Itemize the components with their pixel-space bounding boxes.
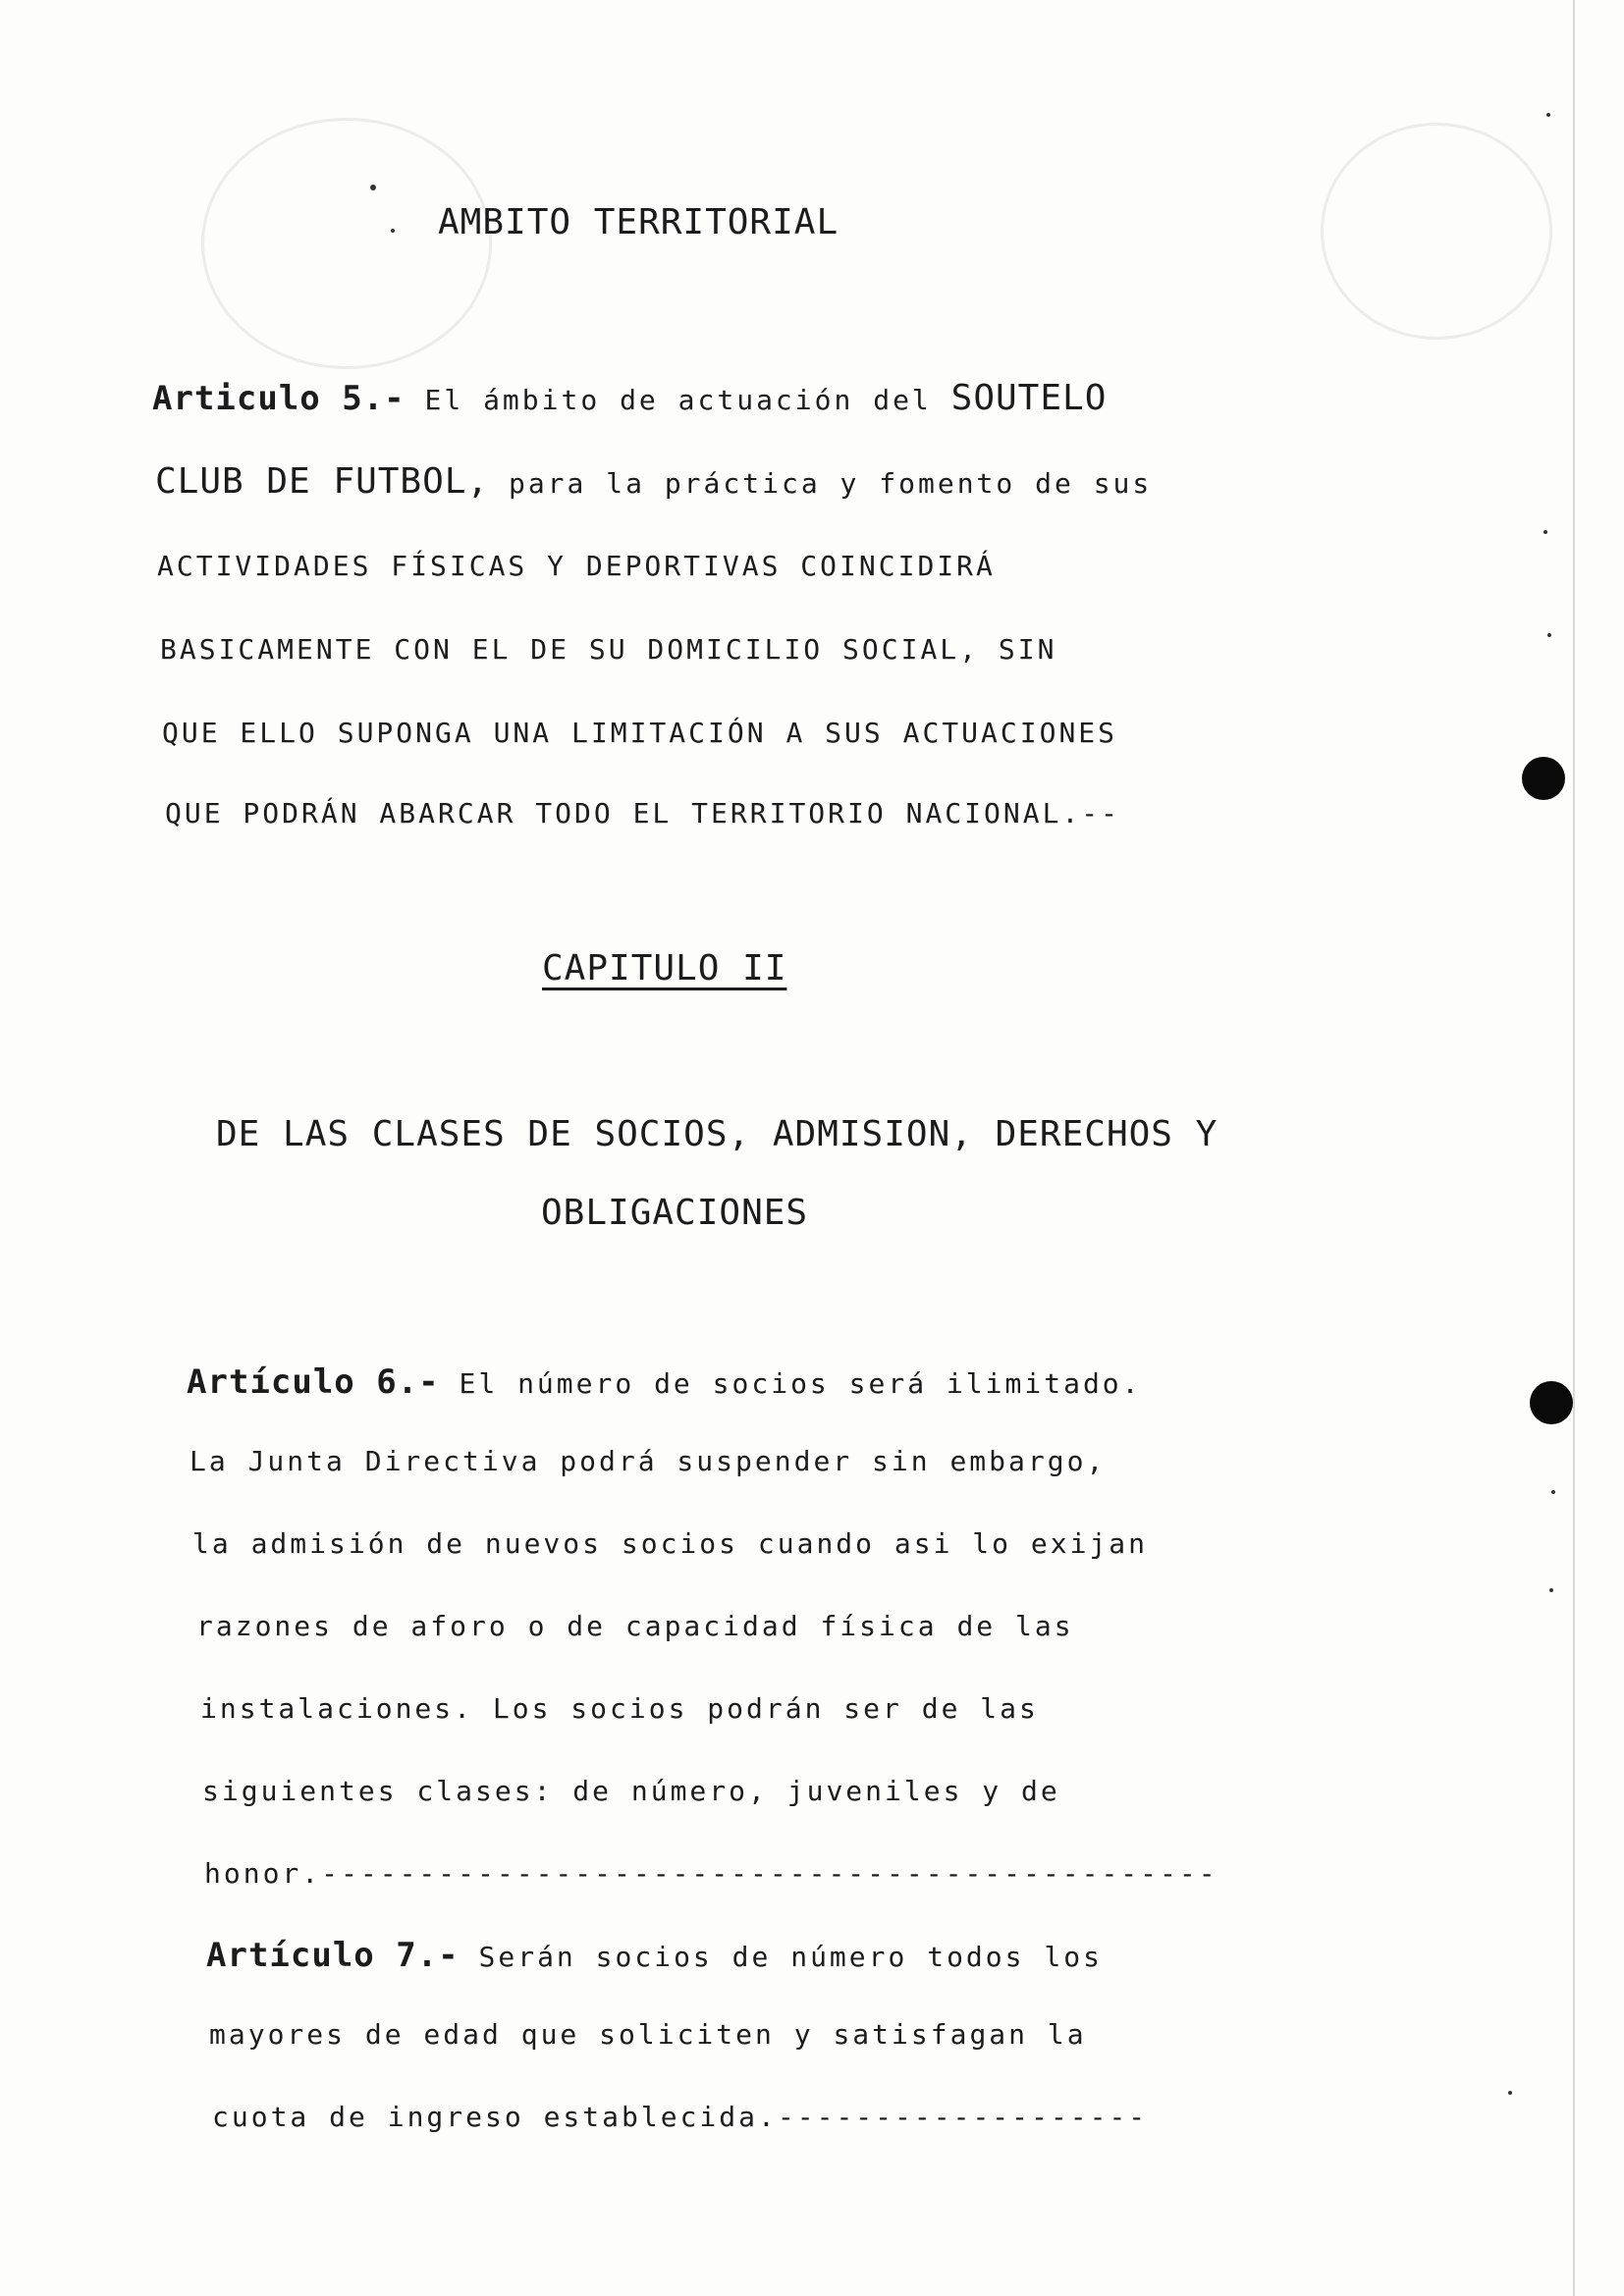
section-title: AMBITO TERRITORIAL bbox=[438, 202, 839, 242]
article-6-line-5: instalaciones. Los socios podrán ser de las bbox=[200, 1692, 1039, 1725]
chapter-title-line-1: DE LAS CLASES DE SOCIOS, ADMISION, DERECHOS Y bbox=[216, 1114, 1218, 1154]
article-6-line-7: honor.---------------------------------------------- bbox=[204, 1857, 1218, 1890]
article-6-line-3: la admisión de nuevos socios cuando asi lo exijan bbox=[192, 1527, 1149, 1560]
binder-hole-top bbox=[1522, 757, 1565, 800]
article-5-line-6: QUE PODRÁN ABARCAR TODO EL TERRITORIO NACIONAL.-- bbox=[165, 797, 1121, 829]
article-7-label: Artículo 7.- bbox=[206, 1936, 460, 1975]
stray-mark bbox=[1549, 1588, 1553, 1592]
article-6-line-6: siguientes clases: de número, juveniles y de bbox=[202, 1775, 1060, 1807]
chapter-title-line-2: OBLIGACIONES bbox=[541, 1193, 809, 1233]
article-6-line-4: razones de aforo o de capacidad física de las bbox=[196, 1610, 1074, 1642]
article-6-line-2: La Junta Directiva podrá suspender sin embargo, bbox=[189, 1445, 1107, 1477]
article-5-line-1 bbox=[152, 378, 1107, 418]
page-edge bbox=[1573, 0, 1575, 2296]
club-name: SOUTELO bbox=[950, 378, 1108, 418]
faint-stamp-left bbox=[201, 118, 492, 369]
stray-mark bbox=[1547, 633, 1551, 637]
article-5-line-2 bbox=[155, 461, 1152, 502]
article-7-text: Serán socios de número todos los bbox=[478, 1941, 1103, 1973]
stray-mark bbox=[1543, 530, 1547, 534]
article-5-line-5: QUE ELLO SUPONGA UNA LIMITACIÓN A SUS ACTUACIONES bbox=[162, 717, 1118, 749]
stray-mark bbox=[1546, 113, 1550, 117]
article-7-line-1 bbox=[206, 1936, 1103, 1975]
binder-hole-bottom bbox=[1530, 1381, 1573, 1424]
article-5-text: para la práctica y fomento de sus bbox=[508, 467, 1153, 500]
stray-mark bbox=[391, 229, 395, 233]
stray-mark bbox=[370, 185, 376, 190]
article-5-line-3: ACTIVIDADES FÍSICAS Y DEPORTIVAS COINCIDIRÁ bbox=[157, 550, 996, 582]
faint-stamp-right bbox=[1321, 123, 1552, 340]
article-6-text: El número de socios será ilimitado. bbox=[459, 1367, 1142, 1400]
stray-mark bbox=[1551, 1490, 1555, 1494]
chapter-heading: CAPITULO II bbox=[542, 948, 787, 988]
article-5-label: Articulo 5.- bbox=[152, 379, 406, 418]
article-5-line-4: BASICAMENTE CON EL DE SU DOMICILIO SOCIAL, SIN bbox=[160, 633, 1057, 666]
article-6-label: Artículo 6.- bbox=[187, 1362, 440, 1402]
article-5-text: El ámbito de actuación del bbox=[424, 384, 932, 416]
article-7-line-2: mayores de edad que soliciten y satisfagan la bbox=[209, 2018, 1087, 2051]
stray-mark bbox=[1508, 2091, 1512, 2095]
club-de-futbol: CLUB DE FUTBOL, bbox=[155, 461, 490, 502]
article-7-line-3: cuota de ingreso establecida.------------------- bbox=[212, 2101, 1149, 2133]
article-6-line-1 bbox=[187, 1362, 1142, 1402]
